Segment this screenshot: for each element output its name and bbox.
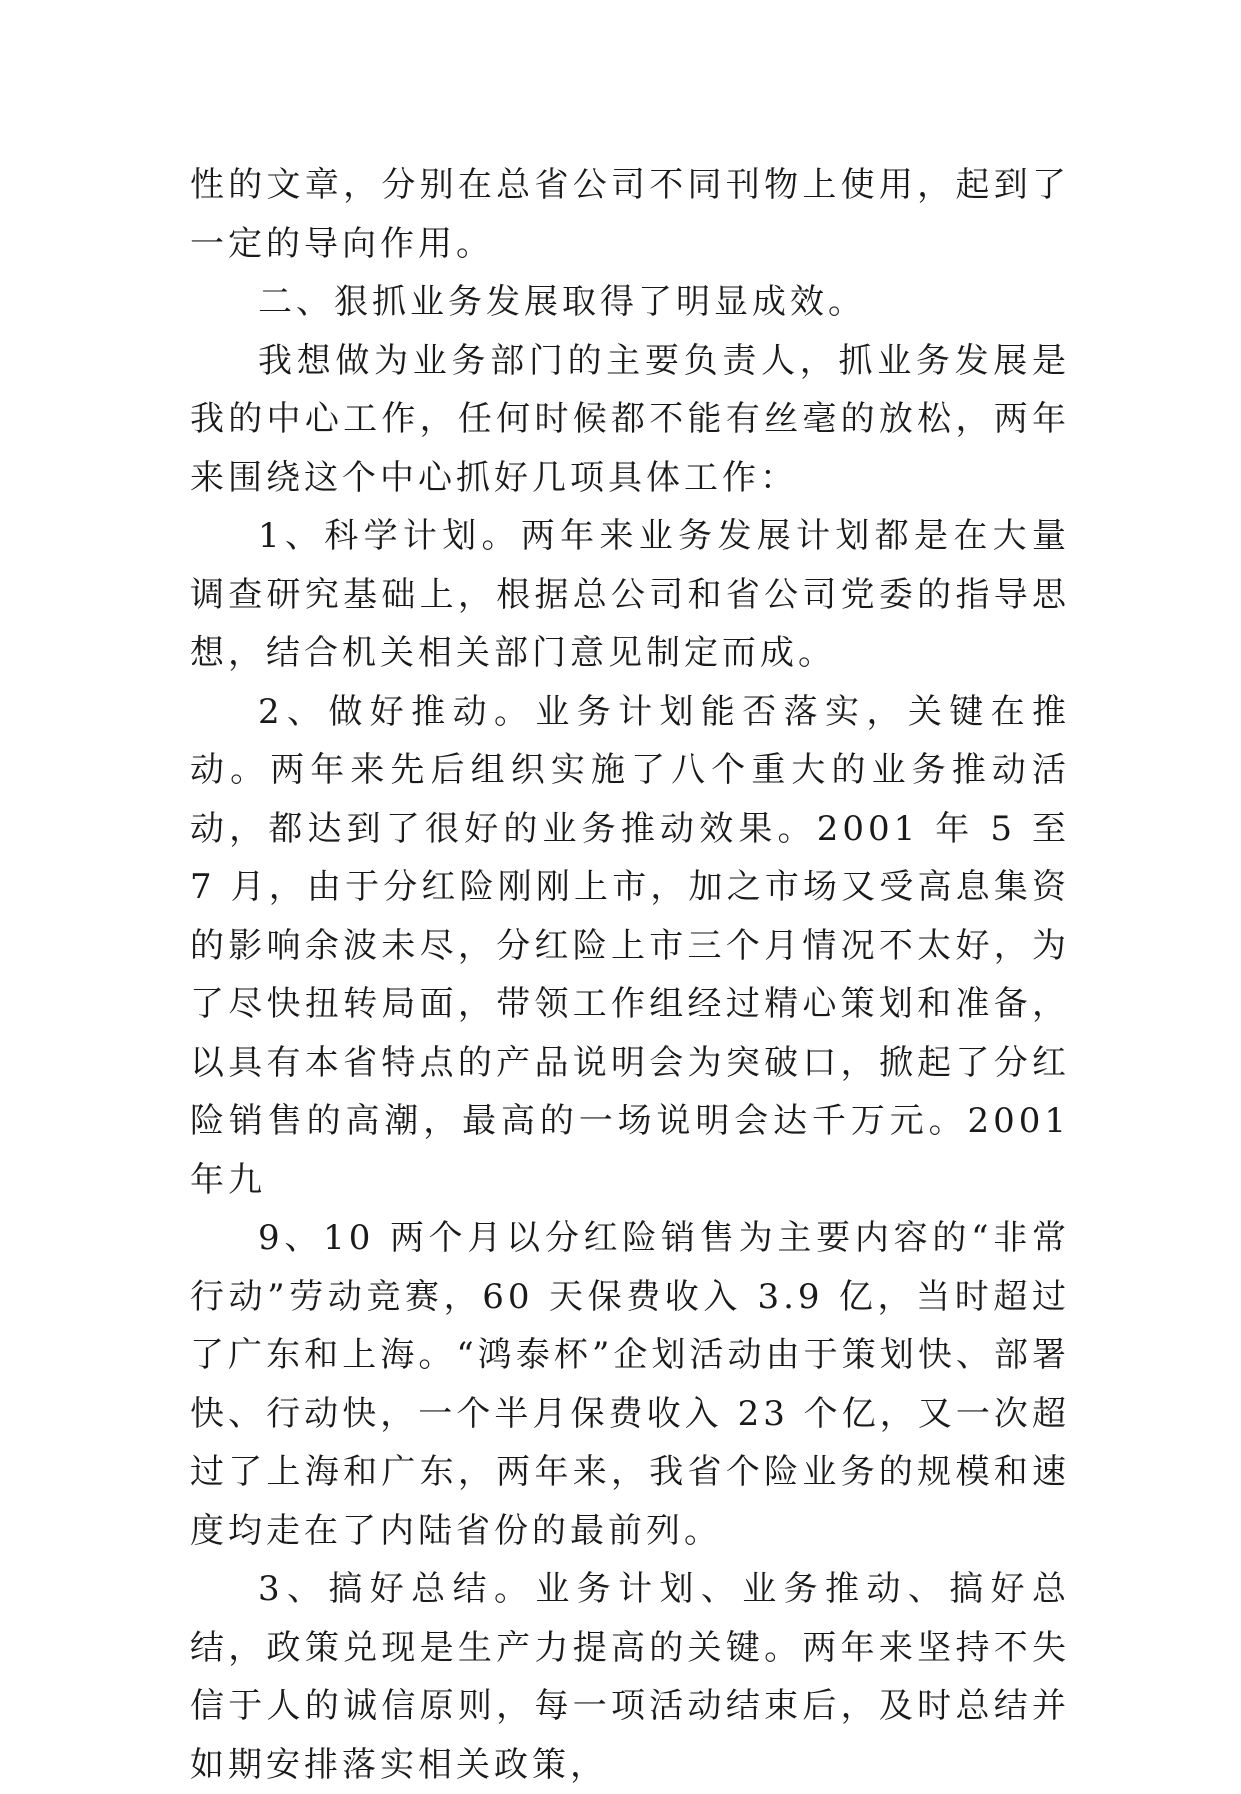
document-body — [190, 156, 1070, 1794]
paragraph: 9、10 两个月以分红险销售为主要内容的“非常行动”劳动竞赛，60 天保费收入 3.9 亿，当时超过了广东和上海。“鸿泰杯”企划活动由于策划快、部署快、行动快，一个半月保费收入 23 个亿，又一次超过了上海和广东，两年来，我省个险业务的规模和速度均走在了内陆省份的最前列。 — [190, 1218, 1070, 1551]
paragraph: 1、科学计划。两年来业务发展计划都是在大量调查研究基础上，根据总公司和省公司党委的指导思想，结合机关相关部门意见制定而成。 — [190, 516, 1070, 673]
paragraph: 2、做好推动。业务计划能否落实，关键在推动。两年来先后组织实施了八个重大的业务推动活动，都达到了很好的业务推动效果。2001 年 5 至 7 月，由于分红险刚刚上市，加之市场又受高息集资的影响余波未尽，分红险上市三个月情况不太好，为了尽快扭转局面，带领工作组经过精心策划和准备，以具有本省特点的产品说明会为突破口，掀起了分红险销售的高潮，最高的一场说明会达千万元。2001 年九 — [190, 691, 1070, 1200]
paragraph: 3、搞好总结。业务计划、业务推动、搞好总结，政策兑现是生产力提高的关键。两年来坚持不失信于人的诚信原则，每一项活动结束后，及时总结并如期安排落实相关政策， — [190, 1569, 1070, 1785]
paragraph: 性的文章，分别在总省公司不同刊物上使用，起到了一定的导向作用。 — [190, 165, 1070, 264]
paragraph: 二、狠抓业务发展取得了明显成效。 — [258, 282, 866, 322]
paragraph: 我想做为业务部门的主要负责人，抓业务发展是我的中心工作，任何时候都不能有丝毫的放松，两年来围绕这个中心抓好几项具体工作： — [190, 340, 1070, 498]
